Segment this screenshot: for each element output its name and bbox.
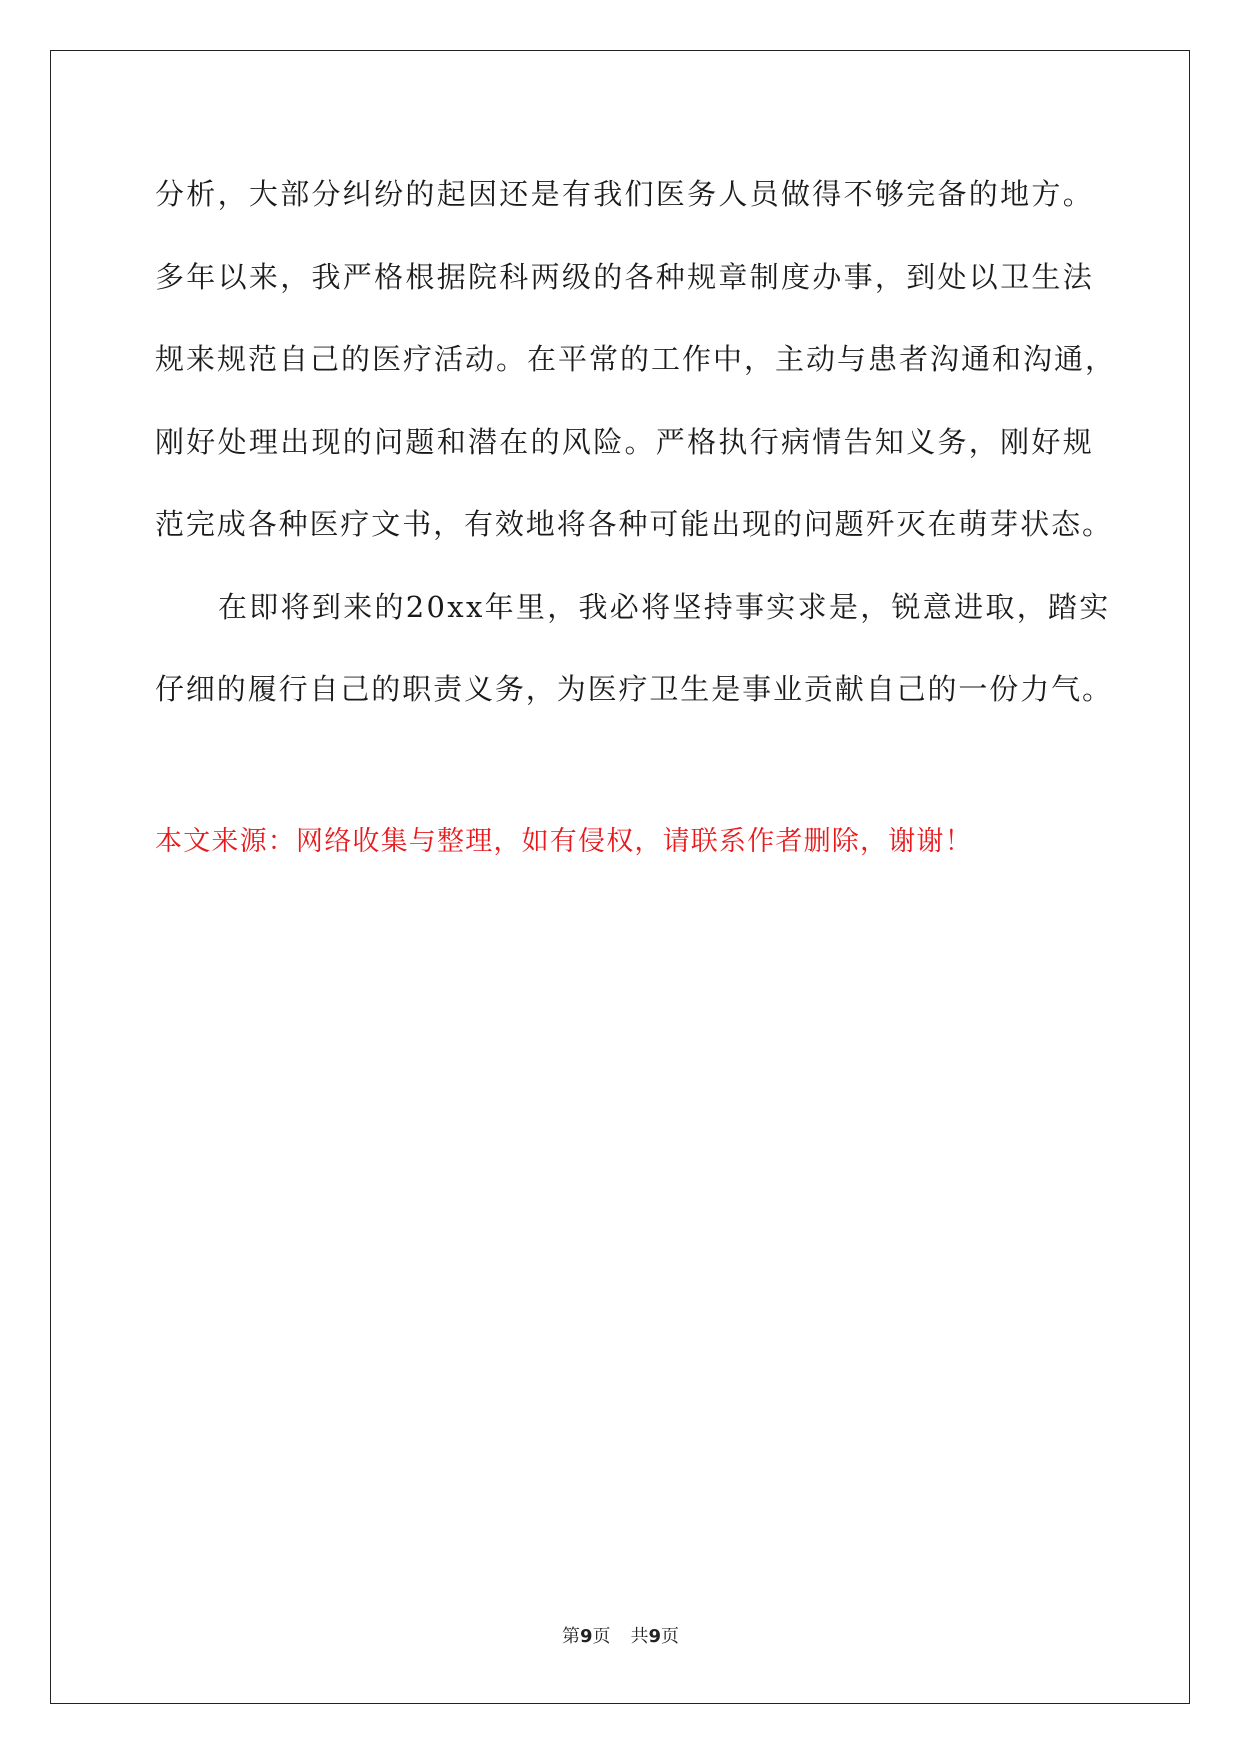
body-line-1: 分析，大部分纠纷的起因还是有我们医务人员做得不够完备的地方。 xyxy=(155,177,1095,211)
total-prefix: 共 xyxy=(630,1626,649,1647)
current-page-number: 9 xyxy=(579,1626,593,1647)
body-line-7: 仔细的履行自己的职责义务，为医疗卫生是事业贡献自己的一份力气。 xyxy=(155,672,1113,706)
source-disclaimer: 本文来源：网络收集与整理，如有侵权，请联系作者删除，谢谢！ xyxy=(155,826,973,857)
page-footer xyxy=(0,1625,1241,1649)
total-pages-number: 9 xyxy=(648,1626,662,1647)
body-line-6: 在即将到来的20xx年里，我必将坚持事实求是，锐意进取，踏实 xyxy=(218,590,1111,624)
page-border xyxy=(50,50,1190,1704)
body-line-4: 刚好处理出现的问题和潜在的风险。严格执行病情告知义务，刚好规 xyxy=(155,425,1095,459)
page-prefix: 第 xyxy=(561,1626,580,1647)
page-suffix: 页 xyxy=(592,1626,611,1647)
body-line-5: 范完成各种医疗文书，有效地将各种可能出现的问题歼灭在萌芽状态。 xyxy=(155,507,1113,541)
body-line-2: 多年以来，我严格根据院科两级的各种规章制度办事，到处以卫生法 xyxy=(155,260,1095,294)
body-line-3: 规来规范自己的医疗活动。在平常的工作中，主动与患者沟通和沟通， xyxy=(155,342,1117,376)
total-suffix: 页 xyxy=(661,1626,680,1647)
